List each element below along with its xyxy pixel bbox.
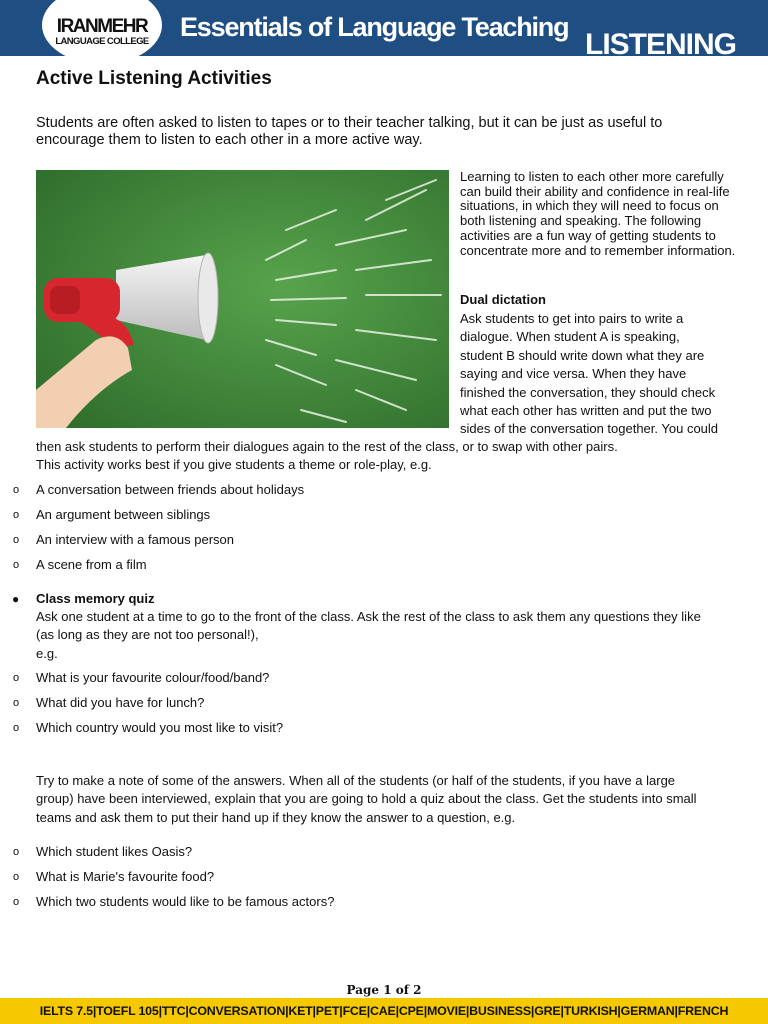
intro-paragraph: Students are often asked to listen to tapes or to their teacher talking, but it can be just as useful to encourage them to listen to each other in a more active way. [36,115,663,148]
dual-dictation-heading: Dual dictation [460,292,546,307]
quiz-para-line: teams and ask them to put their hand up if they know the answer to a question, e.g. [36,809,516,825]
quiz-line: e.g. [36,645,58,661]
list-item: Which two students would like to be famous actors? [36,894,335,909]
header-title: Essentials of Language Teaching [180,12,569,42]
side-paragraph: Learning to listen to each other more carefully can build their ability and confidence in real-life situations, in which they will need to focus on both listening and speaking. The following activities are a fun way of getting students to concentrate more and to remember information. [460,169,736,258]
dual-dictation-text [460,310,750,439]
bullet-marker: o [13,871,20,883]
header-banner [0,0,768,61]
dual-line: Ask students to get into pairs to write a [460,311,684,326]
list-item: What is your favourite colour/food/band? [36,670,270,685]
list-item: Which student likes Oasis? [36,844,193,859]
list-item: A scene from a film [36,557,147,572]
dual-line-example: This activity works best if you give students a theme or role-play, e.g. [36,457,432,472]
logo-name: IRANMEHR [56,16,148,37]
filled-bullet: ● [12,592,20,606]
bullet-marker: o [13,896,20,908]
list-item: An argument between siblings [36,507,211,522]
dual-line-full: then ask students to perform their dialogues again to the rest of the class, or to swap with other pairs. [36,439,618,454]
college-logo [42,0,162,64]
quiz-line: (as long as they are not too personal!), [36,627,259,643]
memory-quiz-heading: Class memory quiz [36,591,155,606]
quiz-bullet-list [13,670,713,740]
bullet-marker: o [13,484,20,496]
footer-course-list: IELTS 7.5|TOEFL 105|TTC|CONVERSATION|KET|PET|FCE|CAE|CPE|MOVIE|BUSINESS|GRE|TURKISH|GERMAN|FRENCH [0,998,768,1024]
quiz-para-line: group) have been interviewed, explain that you are going to hold a quiz about the class. Get the students into small [36,791,697,807]
megaphone-photo [36,170,449,428]
dual-line: sides of the conversation together. You could [460,421,719,437]
page-number: Page 1 of 2 [346,983,422,997]
section-label: LISTENING [585,28,737,61]
dual-line: what each other has written and put the two [460,403,712,419]
list-item: An interview with a famous person [36,532,234,547]
bullet-marker: o [13,722,20,734]
bullet-marker: o [13,672,20,684]
quiz-paragraph [36,772,756,827]
bullet-marker: o [13,534,20,546]
bullet-marker: o [13,509,20,521]
list-item: What is Marie's favourite food? [36,869,215,884]
dual-line: dialogue. When student A is speaking, [460,329,680,345]
dual-bullet-list [13,482,713,582]
bullet-marker: o [13,846,20,858]
quiz-line: Ask one student at a time to go to the front of the class. Ask the rest of the class to ask them any questions they like [36,609,701,624]
logo-subtitle: LANGUAGE COLLEGE [55,36,149,47]
bullet-marker: o [13,697,20,709]
list-item: What did you have for lunch? [36,695,205,710]
dual-line: student B should write down what they are [460,347,705,363]
quiz-para-line: Try to make a note of some of the answers. When all of the students (or half of the students, if you have a large [36,773,676,788]
dual-line: finished the conversation, they should check [460,384,716,400]
page-title: Active Listening Activities [36,68,272,89]
memory-quiz-text [36,608,756,663]
bullet-marker: o [13,559,20,571]
list-item: A conversation between friends about holidays [36,482,305,497]
dual-line: saying and vice versa. When they have [460,366,687,382]
list-item: Which country would you most like to visit? [36,720,284,735]
quiz-bullet-list-2 [13,844,713,914]
